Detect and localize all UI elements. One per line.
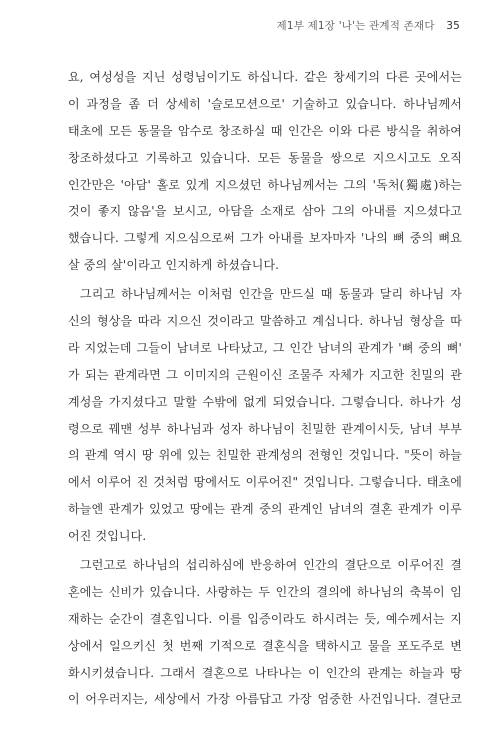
text-line: 의 관계 역시 땅 위에 있는 친밀한 관계성의 전형인 것입니다. "뜻이 하늘 bbox=[68, 448, 462, 463]
text-line: 했습니다. 그렇게 지으심으로써 그가 아내를 보자마자 '나의 뼈 중의 뼈요 bbox=[68, 231, 462, 246]
text-line: 것이 좋지 않음'을 보시고, 아담을 소재로 삼아 그의 아내를 지으셨다고 bbox=[68, 204, 462, 219]
text-line: 이 과정을 좀 더 상세히 '슬로모션으로' 기술하고 있습니다. 하나님께서 bbox=[68, 96, 462, 111]
text-line: 인간만은 '아담' 홀로 있게 지으셨던 하나님께서는 그의 '독처(獨處)하는 bbox=[68, 177, 462, 192]
text-line: 에서 이루어 진 것처럼 땅에서도 이루어진" 것입니다. 그렇습니다. 태초에 bbox=[68, 475, 462, 490]
text-line: 그리고 하나님께서는 이처럼 인간을 만드실 때 동물과 달리 하나님 자 bbox=[80, 287, 462, 302]
text-line: 어진 것입니다. bbox=[68, 529, 147, 544]
text-line: 라 지었는데 그들이 남녀로 나타났고, 그 인간 남녀의 관계가 '뼈 중의 뼈' bbox=[68, 340, 462, 355]
text-line: 그런고로 하나님의 섭리하심에 반응하여 인간의 결단으로 이루어진 결 bbox=[80, 558, 462, 573]
text-line: 혼에는 신비가 있습니다. 사랑하는 두 인간의 결의에 하나님의 축복이 임 bbox=[68, 584, 462, 599]
text-line: 계성을 가지셨다고 말할 수밖에 없게 되었습니다. 그렇습니다. 하나가 성 bbox=[68, 394, 462, 409]
text-line: 상에서 일으키신 첫 번째 기적으로 결혼식을 택하시고 물을 포도주로 변 bbox=[68, 638, 462, 653]
text-line: 창조하셨다고 기록하고 있습니다. 모든 동물을 쌍으로 지으시고도 오직 bbox=[68, 150, 462, 165]
page-number: 35 bbox=[446, 20, 460, 32]
text-line: 요, 여성성을 지닌 성령님이기도 하십니다. 같은 창세기의 다른 곳에서는 bbox=[68, 70, 462, 84]
text-line: 태초에 모든 동물을 암수로 창조하실 때 인간은 이와 다른 방식을 취하여 bbox=[68, 123, 462, 138]
paragraph bbox=[68, 64, 462, 279]
paragraph bbox=[68, 281, 462, 550]
running-header bbox=[276, 18, 460, 33]
text-line: 신의 형상을 따라 지으신 것이라고 말씀하고 계십니다. 하나님 형상을 따 bbox=[68, 314, 462, 329]
text-line: 령으로 꿰맨 성부 하나님과 성자 하나님이 친밀한 관계이시듯, 남녀 부부 bbox=[68, 421, 462, 436]
text-line: 살 중의 살'이라고 인지하게 하셨습니다. bbox=[68, 258, 280, 273]
section-title: 제1부 제1장 '나'는 관계적 존재다 bbox=[276, 20, 435, 32]
paragraph bbox=[68, 552, 462, 713]
text-line: 화시키셨습니다. 그래서 결혼으로 나타나는 이 인간의 관계는 하늘과 땅 bbox=[68, 665, 462, 680]
text-line: 재하는 순간이 결혼입니다. 이를 입증이라도 하시려는 듯, 예수께서는 지 bbox=[68, 611, 462, 626]
text-line: 가 되는 관계라면 그 이미지의 근원이신 조물주 자체가 지고한 친밀의 관 bbox=[68, 367, 462, 382]
text-line: 이 어우러지는, 세상에서 가장 아름답고 가장 엄중한 사건입니다. 결단코 bbox=[68, 692, 462, 707]
body-text bbox=[68, 64, 462, 713]
text-line: 하늘엔 관계가 있었고 땅에는 관계 중의 관계인 남녀의 결혼 관계가 이루 bbox=[68, 502, 462, 517]
